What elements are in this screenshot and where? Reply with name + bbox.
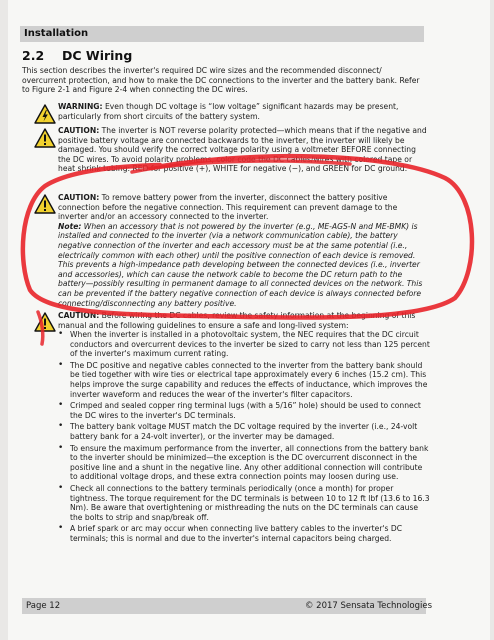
intro-paragraph: This section describes the inverter's required DC wire sizes and the recommended disconnect/ overcurrent protection, and how to make the DC connections to the inverter and the battery bank. Refer to Figure 2-1 and Figure 2-4 when connecting the DC wires.	[22, 66, 420, 95]
list-item: • A brief spark or arc may occur when connecting live battery cables to the inverter's DC terminals; this is normal and due to the inverter's internal capacitors being charged.	[58, 524, 430, 543]
caution-text: The inverter is NOT reverse polarity protected—which means that if the negative and positive battery voltage are connected backwards to the inverter, the inverter will likely be damaged. You should verify the correct voltage polarity using a voltmeter BEFORE connecting the DC wires. To avoid polarity problems, color code the DC cables/wires with colored tape or heat shrink tubing: RED for positive (+), WHITE for negative (−), and GREEN for DC ground.	[58, 126, 427, 174]
caution-guidelines-notice	[58, 311, 428, 330]
caution-disconnect-notice	[58, 193, 428, 308]
page-number: Page 12	[26, 601, 61, 611]
caution-label: CAUTION:	[58, 126, 100, 135]
list-item: • The battery bank voltage MUST match the DC voltage required by the inverter (i.e., 24-volt battery bank for a 24-volt inverter), or the inverter may be damaged.	[58, 422, 430, 441]
note-label: Note:	[58, 221, 82, 231]
section-name: DC Wiring	[62, 48, 133, 63]
note-text: When an accessory that is not powered by the inverter (e.g., ME-AGS-N and ME-BMK) is installed and connected to the inverter (via a network communication cable), the battery negative connection of the inverter and each accessory must be at the same potential (i.e., electrically common with each other) until the positive connection of each device is removed. This prevents a high-impedance path developing between the connected devices (i.e., inverter and accessories), which can cause the network cable to become the DC return path to the battery—possibly resulting in permanent damage to all connected devices on the network. This can be prevented if the battery negative connection of each device is always connected before connecting/disconnecting any battery positive.	[58, 221, 423, 308]
caution-label: CAUTION:	[58, 193, 100, 202]
chapter-header: Installation	[20, 26, 424, 42]
list-item: • Crimped and sealed copper ring terminal lugs (with a 5/16” hole) should be used to connect the DC wires to the inverter's DC terminals.	[58, 401, 430, 420]
list-item: • The DC positive and negative cables connected to the inverter from the battery bank should be tied together with wire ties or electrical tape approximately every 6 inches (15.2 cm). This helps improve the surge capability and reduces the effects of inductance, which improves the inverter waveform and reduces the wear of the inverter's filter capacitors.	[58, 361, 430, 399]
warning-text: Even though DC voltage is “low voltage” significant hazards may be present, particularly from short circuits of the battery system.	[58, 102, 399, 121]
section-title	[22, 48, 132, 63]
caution-icon	[34, 194, 56, 214]
caution-icon	[34, 312, 56, 332]
guidelines-list	[58, 330, 430, 545]
electrical-hazard-icon	[34, 104, 56, 124]
list-item: • When the inverter is installed in a photovoltaic system, the NEC requires that the DC circuit conductors and overcurrent devices to the inverter be sized to carry not less than 125 percent of the inverter's maximum current rating.	[58, 330, 430, 359]
caution-icon	[34, 128, 56, 148]
caution-polarity-notice	[58, 126, 428, 174]
caution-text: Before wiring the DC cables, review the safety information at the beginning of this manual and the following guidelines to ensure a safe and long-lived system:	[58, 311, 416, 330]
list-item: • To ensure the maximum performance from the inverter, all connections from the battery bank to the inverter should be minimized—the exception is the DC overcurrent disconnect in the positive line and a shunt in the negative line. Any other additional connection will contribute to additional voltage drops, and these extra connection points may loosen during use.	[58, 444, 430, 482]
list-item: • Check all connections to the battery terminals periodically (once a month) for proper tightness. The torque requirement for the DC terminals is between 10 to 12 ft lbf (13.6 to 16.3 Nm). Be aware that overtightening or misthreading the nuts on the DC terminals can cause the bolts to strip and snap/break off.	[58, 484, 430, 522]
warning-notice	[58, 102, 428, 121]
copyright: © 2017 Sensata Technologies	[304, 601, 432, 611]
caution-label: CAUTION:	[58, 311, 100, 320]
section-number: 2.2	[22, 48, 45, 63]
caution-text: To remove battery power from the inverter, disconnect the battery positive connection before the negative connection. This requirement can prevent damage to the inverter and/or an accessory connected to the inverter.	[58, 193, 398, 222]
warning-label: WARNING:	[58, 102, 103, 111]
